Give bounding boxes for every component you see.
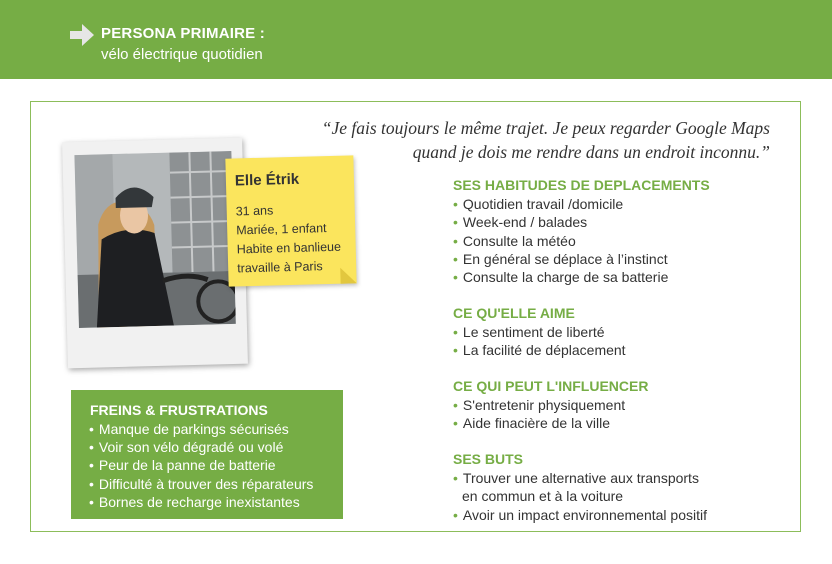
section-title: SES BUTS <box>453 451 524 467</box>
section-title: CE QUI PEUT L'INFLUENCER <box>453 378 649 394</box>
persona-sticky-note <box>225 155 356 286</box>
section-influence <box>453 378 648 433</box>
list-item: • Peur de la panne de batterie <box>89 457 276 474</box>
quote-line-1: “Je fais toujours le même trajet. Je peux regarder Google Maps <box>321 118 770 138</box>
list-item: • Week-end / balades <box>453 214 588 231</box>
persona-photo-card <box>62 138 248 369</box>
list-item: • Avoir un impact environnemental positif <box>453 506 707 523</box>
header-banner <box>0 0 832 79</box>
header-subtitle: vélo électrique quotidien <box>101 46 263 63</box>
list-item: • Voir son vélo dégradé ou volé <box>89 439 284 456</box>
list-item: • La facilité de déplacement <box>453 342 626 359</box>
persona-home: Habite en banlieue <box>236 239 342 257</box>
list-item: • Manque de parkings sécurisés <box>89 421 289 437</box>
arrow-right-icon <box>70 24 94 46</box>
list-item: • En général se déplace à l’instinct <box>453 250 668 267</box>
quote-line-2: quand je dois me rendre dans un endroit inconnu.” <box>412 142 770 162</box>
list-item: • Trouver une alternative aux transports en commun et à la voiture <box>453 470 699 505</box>
section-title: SES HABITUDES DE DEPLACEMENTS <box>453 177 710 193</box>
list-item: • Quotidien travail /domicile <box>453 196 624 212</box>
persona-name: Elle Étrik <box>234 170 300 190</box>
persona-work: travaille à Paris <box>237 259 323 276</box>
header-title: PERSONA PRIMAIRE : <box>101 25 265 42</box>
list-item: • Consulte la météo <box>453 232 576 249</box>
section-buts <box>453 451 707 524</box>
section-habitudes <box>453 177 710 286</box>
list-item: • Le sentiment de liberté <box>453 324 605 340</box>
list-item: • Difficulté à trouver des réparateurs <box>89 475 314 492</box>
section-aime <box>453 305 626 360</box>
freins-box <box>71 390 343 519</box>
persona-family: Mariée, 1 enfant <box>236 221 327 238</box>
list-item: • Consulte la charge de sa batterie <box>453 269 669 286</box>
section-title: CE QU'ELLE AIME <box>453 305 575 321</box>
note-fold <box>340 267 356 283</box>
freins-list <box>89 420 313 511</box>
freins-title: FREINS & FRUSTRATIONS <box>90 402 268 418</box>
list-item: • S'entretenir physiquement <box>453 397 626 413</box>
list-item: • Bornes de recharge inexistantes <box>89 493 300 510</box>
persona-photo <box>74 151 235 328</box>
persona-age: 31 ans <box>235 203 274 219</box>
list-item: • Aide finacière de la ville <box>453 415 610 432</box>
